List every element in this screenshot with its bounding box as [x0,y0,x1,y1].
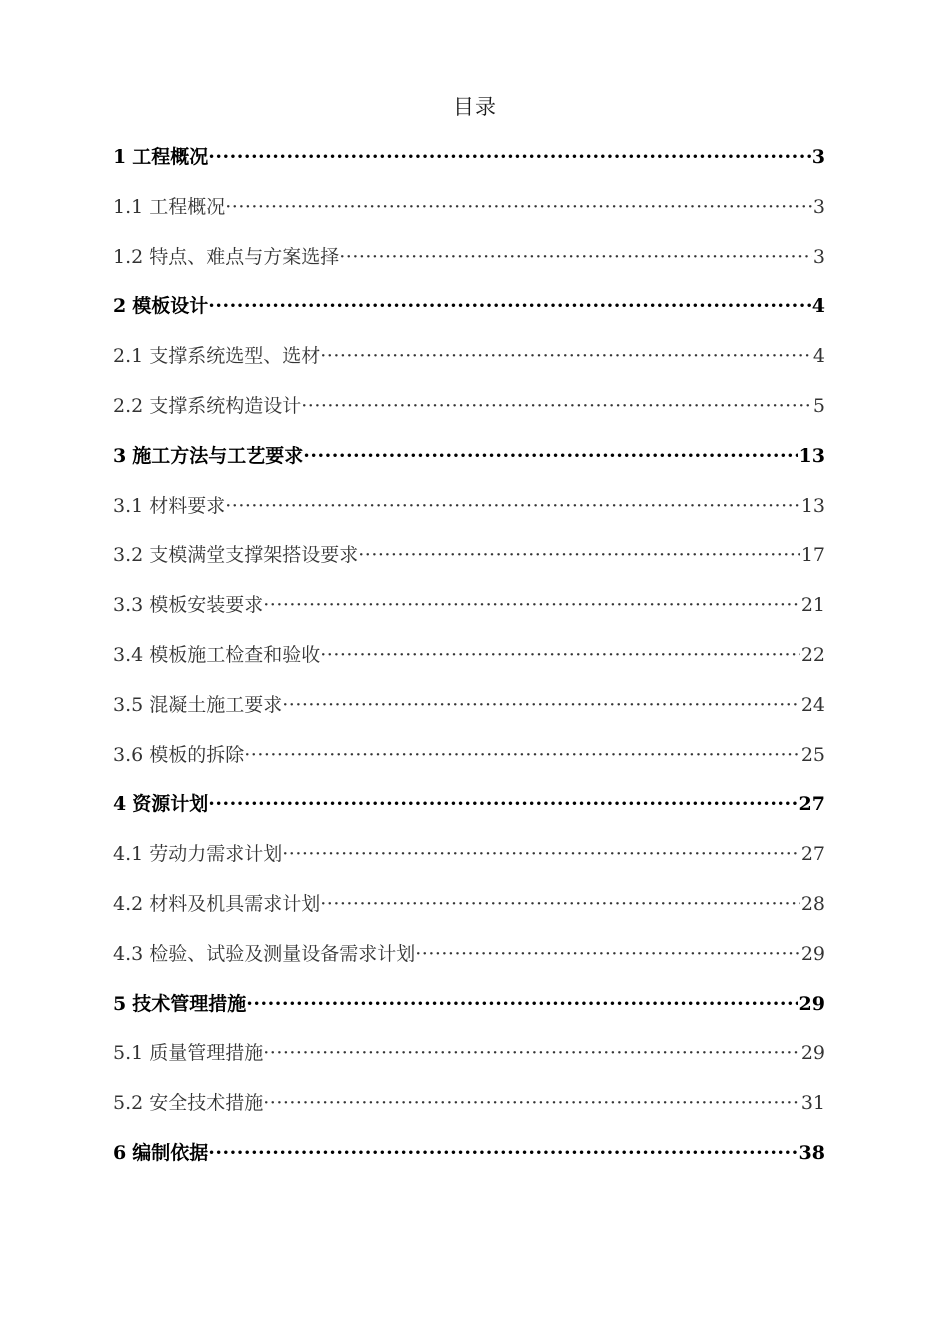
toc-dot-leader [320,889,800,919]
toc-entry-title: 材料要求 [149,494,226,517]
toc-entry-label [113,341,320,371]
toc-section-entry[interactable] [113,839,825,889]
toc-entry-number: 3.5 [113,693,144,716]
toc-page-number: 4 [812,345,825,368]
toc-entry-title: 特点、难点与方案选择 [149,245,340,268]
toc-entry-title: 模板安装要求 [149,594,264,617]
toc-entry-label [113,291,208,321]
toc-entry-label [113,590,263,620]
toc-dot-leader [263,590,800,620]
toc-entry-label [113,740,244,770]
toc-entry-title: 模板的拆除 [149,743,245,766]
toc-dot-leader [339,242,812,272]
toc-section-entry[interactable] [113,939,825,989]
toc-entry-title: 支撑系统构造设计 [149,394,302,417]
toc-entry-number: 3.1 [113,494,144,517]
toc-entry-title: 质量管理措施 [149,1042,264,1065]
toc-chapter-entry[interactable] [113,989,825,1039]
toc-dot-leader [320,640,800,670]
toc-section-entry[interactable] [113,1038,825,1088]
toc-page-number: 38 [798,1141,825,1164]
toc-entry-number: 3.3 [113,594,144,617]
toc-dot-leader [282,690,800,720]
toc-entry-number: 3.6 [113,743,144,766]
toc-entry-number: 3 [113,444,127,467]
toc-chapter-entry[interactable] [113,441,825,491]
toc-page-number: 17 [800,544,825,567]
toc-entry-label [113,441,303,471]
toc-entry-label [113,192,225,222]
toc-page-number: 5 [812,394,825,417]
toc-chapter-entry[interactable] [113,1138,825,1188]
toc-entry-title: 工程概况 [149,195,226,218]
toc-dot-leader [301,391,812,421]
toc-entry-title: 技术管理措施 [132,992,247,1015]
toc-page-number: 22 [800,643,825,666]
toc-section-entry[interactable] [113,1088,825,1138]
toc-entry-label [113,690,282,720]
toc-section-entry[interactable] [113,491,825,541]
toc-dot-leader [208,789,797,819]
toc-title: 目录 [453,95,497,119]
toc-entry-number: 4 [113,793,127,816]
toc-entry-title: 工程概况 [132,146,209,168]
toc-entry-label [113,1138,208,1168]
toc-entry-label [113,839,282,869]
toc-entry-label [113,540,358,570]
toc-entry-label [113,391,301,421]
toc-page-number: 24 [800,693,825,716]
toc-dot-leader [225,491,800,521]
toc-entry-label [113,989,246,1019]
toc-page-number: 3 [811,146,825,168]
toc-dot-leader [263,1038,800,1068]
toc-entry-number: 2.1 [113,345,144,368]
toc-entry-label [113,789,208,819]
toc-entry-label [113,640,320,670]
toc-page-number: 4 [811,295,825,318]
toc-entry-title: 资源计划 [132,793,209,816]
toc-page-number: 13 [800,494,825,517]
toc-page-number: 29 [798,992,825,1015]
toc-entry-title: 模板施工检查和验收 [149,643,321,666]
toc-dot-leader [244,740,800,770]
toc-section-entry[interactable] [113,690,825,740]
toc-entry-number: 4.3 [113,942,144,965]
toc-page-number: 21 [800,594,825,617]
toc-section-entry[interactable] [113,192,825,242]
toc-entry-number: 3.2 [113,544,144,567]
toc-entry-number: 4.1 [113,843,144,866]
toc-entry-title: 检验、试验及测量设备需求计划 [149,942,416,965]
toc-entry-title: 支模满堂支撑架搭设要求 [149,544,359,567]
toc-entry-label [113,242,339,272]
toc-dot-leader [358,540,800,570]
toc-entry-label [113,1038,263,1068]
toc-page-number: 29 [800,1042,825,1065]
toc-entry-label [113,142,208,172]
toc-entry-number: 1 [113,146,127,168]
toc-entry-number: 2.2 [113,394,144,417]
toc-entry-label [113,1088,263,1118]
toc-page-number: 13 [798,444,825,467]
toc-page-number: 29 [800,942,825,965]
toc-entry-label [113,889,320,919]
toc-page-number: 27 [798,793,825,816]
toc-entry-number: 5 [113,992,127,1015]
toc-page-number: 3 [812,195,825,218]
toc-entry-number: 1.1 [113,195,144,218]
toc-entry-number: 5.1 [113,1042,144,1065]
table-of-contents [113,142,825,1188]
toc-dot-leader [246,989,797,1019]
toc-entry-title: 材料及机具需求计划 [149,892,321,915]
toc-section-entry[interactable] [113,242,825,292]
toc-dot-leader [303,441,797,471]
toc-section-entry[interactable] [113,640,825,690]
toc-chapter-entry[interactable] [113,789,825,839]
toc-dot-leader [282,839,800,869]
toc-dot-leader [208,291,811,321]
toc-dot-leader [415,939,800,969]
toc-dot-leader [208,142,811,172]
toc-dot-leader [208,1138,797,1168]
toc-entry-title: 编制依据 [132,1141,209,1164]
toc-entry-number: 6 [113,1141,127,1164]
toc-entry-title: 施工方法与工艺要求 [132,444,304,467]
toc-entry-number: 4.2 [113,892,144,915]
toc-section-entry[interactable] [113,391,825,441]
toc-entry-label [113,939,415,969]
toc-chapter-entry[interactable] [113,142,825,192]
toc-entry-title: 模板设计 [132,295,209,318]
toc-page-number: 28 [800,892,825,915]
toc-section-entry[interactable] [113,740,825,790]
toc-page-number: 27 [800,843,825,866]
toc-dot-leader [263,1088,800,1118]
toc-section-entry[interactable] [113,590,825,640]
toc-entry-number: 2 [113,295,127,318]
toc-entry-number: 1.2 [113,245,144,268]
toc-entry-number: 3.4 [113,643,144,666]
toc-section-entry[interactable] [113,889,825,939]
toc-chapter-entry[interactable] [113,291,825,341]
toc-dot-leader [225,192,812,222]
toc-entry-title: 安全技术措施 [149,1092,264,1115]
toc-entry-number: 5.2 [113,1092,144,1115]
toc-page-number: 25 [800,743,825,766]
toc-section-entry[interactable] [113,540,825,590]
toc-entry-title: 支撑系统选型、选材 [149,345,321,368]
toc-page-number: 31 [800,1092,825,1115]
toc-dot-leader [320,341,812,371]
toc-section-entry[interactable] [113,341,825,391]
toc-page-number: 3 [812,245,825,268]
toc-entry-title: 混凝土施工要求 [149,693,283,716]
toc-entry-label [113,491,225,521]
toc-entry-title: 劳动力需求计划 [149,843,283,866]
